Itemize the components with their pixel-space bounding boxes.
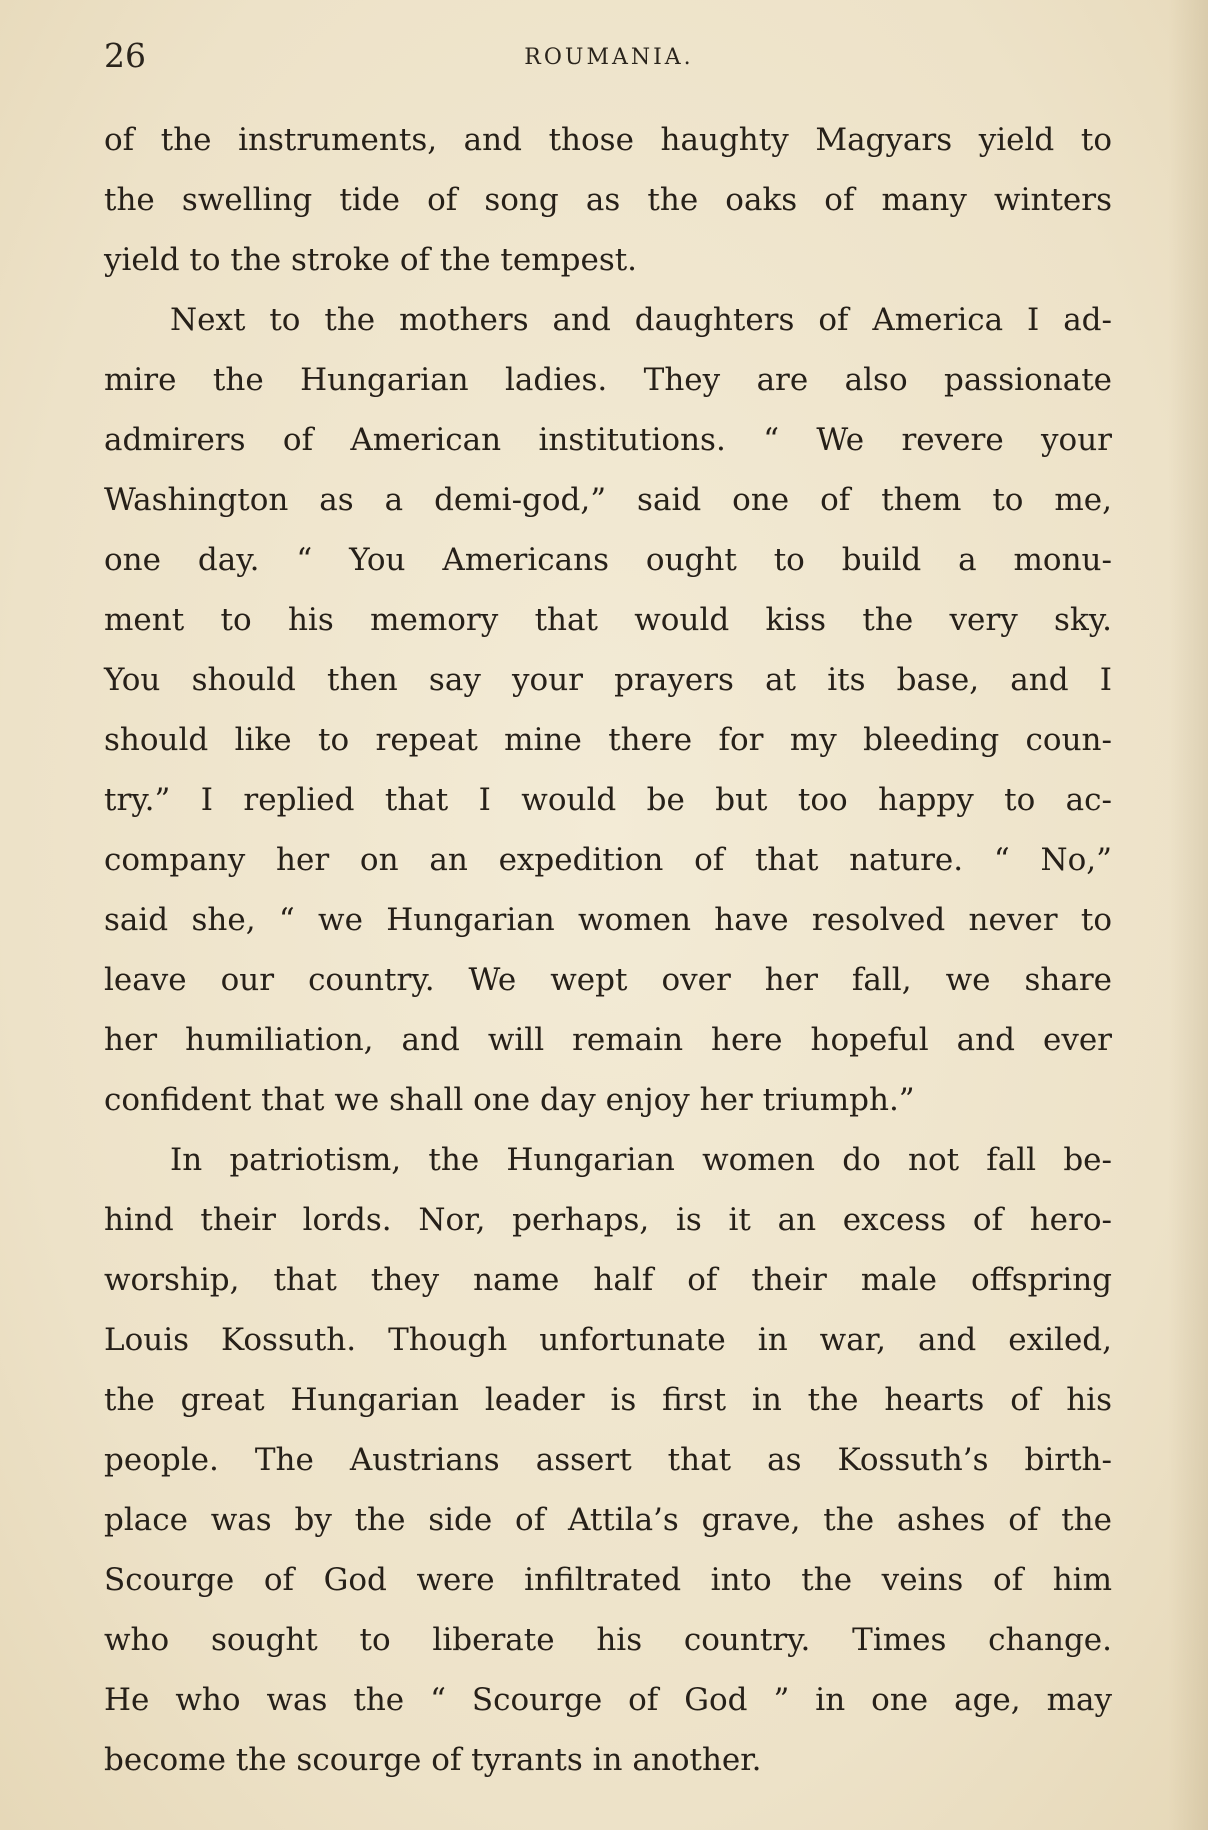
text-line: Scourge of God were infiltrated into the veins of him (104, 1562, 1112, 1598)
text-line: should like to repeat mine there for my bleeding coun- (104, 722, 1112, 758)
text-line: He who was the “ Scourge of God ” in one age, may (104, 1682, 1112, 1718)
text-line: place was by the side of Attila’s grave, the ashes of the (104, 1502, 1112, 1538)
text-line: Louis Kossuth. Though unfortunate in war, and exiled, (104, 1322, 1112, 1358)
paragraph (104, 110, 1112, 290)
page-edge-shadow (1168, 0, 1208, 1830)
text-line: confident that we shall one day enjoy her triumph.” (104, 1082, 915, 1118)
page-header (104, 34, 1114, 78)
text-line: Next to the mothers and daughters of America I ad- (170, 302, 1112, 338)
running-head: ROUMANIA. (524, 45, 694, 70)
text-line: said she, “ we Hungarian women have resolved never to (104, 902, 1112, 938)
text-line: ment to his memory that would kiss the very sky. (104, 602, 1112, 638)
text-line: one day. “ You Americans ought to build a monu- (104, 542, 1112, 578)
paragraph (104, 290, 1112, 1130)
text-line: Washington as a demi-god,” said one of them to me, (104, 482, 1112, 518)
text-line: of the instruments, and those haughty Magyars yield to (104, 122, 1112, 158)
text-line: the great Hungarian leader is first in the hearts of his (104, 1382, 1112, 1418)
text-line: the swelling tide of song as the oaks of many winters (104, 182, 1112, 218)
text-line: admirers of American institutions. “ We revere your (104, 422, 1112, 458)
text-line: worship, that they name half of their male offspring (104, 1262, 1112, 1298)
text-line: people. The Austrians assert that as Kossuth’s birth- (104, 1442, 1112, 1478)
text-line: her humiliation, and will remain here hopeful and ever (104, 1022, 1112, 1058)
text-line: leave our country. We wept over her fall, we share (104, 962, 1112, 998)
body-text (104, 110, 1112, 1790)
text-line: yield to the stroke of the tempest. (104, 242, 638, 278)
text-line: company her on an expedition of that nature. “ No,” (104, 842, 1112, 878)
text-line: who sought to liberate his country. Times change. (104, 1622, 1112, 1658)
text-line: In patriotism, the Hungarian women do not fall be- (170, 1142, 1112, 1178)
page-number: 26 (104, 36, 146, 75)
paragraph (104, 1130, 1112, 1790)
text-line: mire the Hungarian ladies. They are also passionate (104, 362, 1112, 398)
text-line: try.” I replied that I would be but too happy to ac- (104, 782, 1112, 818)
text-line: become the scourge of tyrants in another. (104, 1742, 762, 1778)
text-line: hind their lords. Nor, perhaps, is it an excess of hero- (104, 1202, 1112, 1238)
text-line: You should then say your prayers at its base, and I (104, 662, 1112, 698)
